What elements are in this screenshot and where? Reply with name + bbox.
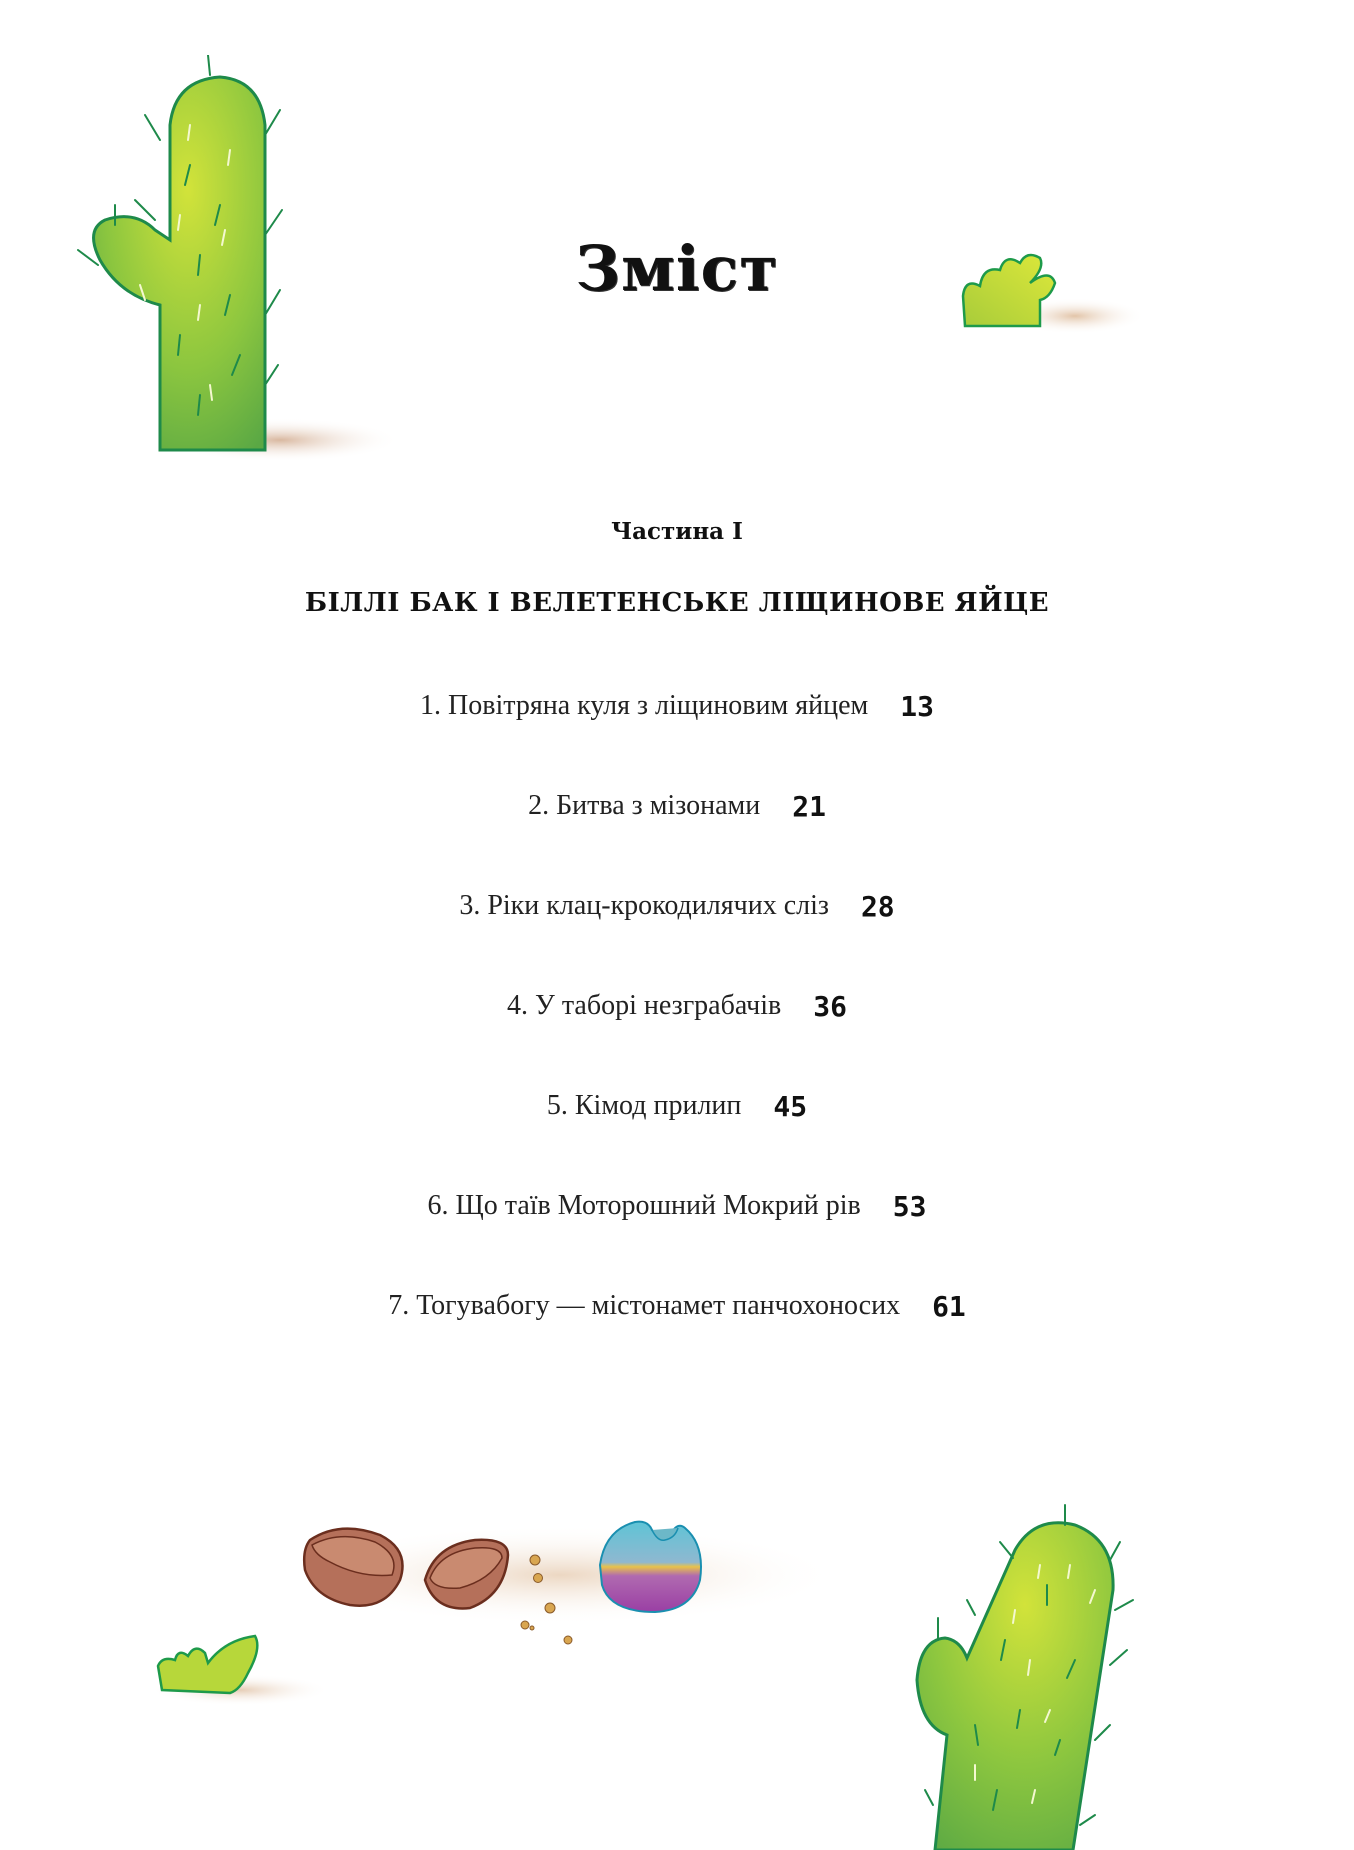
toc-item[interactable] <box>0 790 1354 890</box>
toc-item[interactable] <box>0 1290 1354 1390</box>
cactus-illustration-bottom-right <box>905 1500 1165 1850</box>
toc-item[interactable] <box>0 1190 1354 1290</box>
table-of-contents <box>0 690 1354 1390</box>
toc-item-label: 5. Кімод прилип <box>546 1090 742 1121</box>
toc-item-label: 6. Що таїв Моторошний Мокрий рів <box>427 1190 861 1221</box>
part-title: БІЛЛІ БАК І ВЕЛЕТЕНСЬКЕ ЛІЩИНОВЕ ЯЙЦЕ <box>304 588 1050 618</box>
nut-shells-and-egg-illustration <box>280 1500 840 1680</box>
toc-item-page-number: 13 <box>900 690 934 723</box>
toc-item-page-number: 28 <box>860 890 895 923</box>
bush-illustration-bottom-left <box>150 1628 330 1708</box>
toc-item[interactable] <box>0 990 1354 1090</box>
toc-item-label: 2. Битва з мізонами <box>528 790 761 821</box>
toc-item-label: 3. Ріки клац-крокодилячих сліз <box>459 890 829 921</box>
toc-item-page-number: 61 <box>932 1290 966 1323</box>
toc-item-label: 1. Повітряна куля з ліщиновим яйцем <box>420 690 869 721</box>
toc-item[interactable] <box>0 890 1354 990</box>
toc-item[interactable] <box>0 1090 1354 1190</box>
toc-item-label: 4. У таборі незграбачів <box>507 990 782 1021</box>
toc-item[interactable] <box>0 690 1354 790</box>
toc-item-page-number: 53 <box>892 1190 927 1223</box>
toc-item-page-number: 45 <box>773 1090 808 1123</box>
page-title: Зміст <box>575 231 779 305</box>
part-label: Частина І <box>611 518 743 545</box>
toc-item-page-number: 21 <box>792 790 826 823</box>
toc-item-page-number: 36 <box>813 990 847 1023</box>
toc-item-label: 7. Тогувабогу — містонамет панчохоносих <box>388 1290 901 1321</box>
